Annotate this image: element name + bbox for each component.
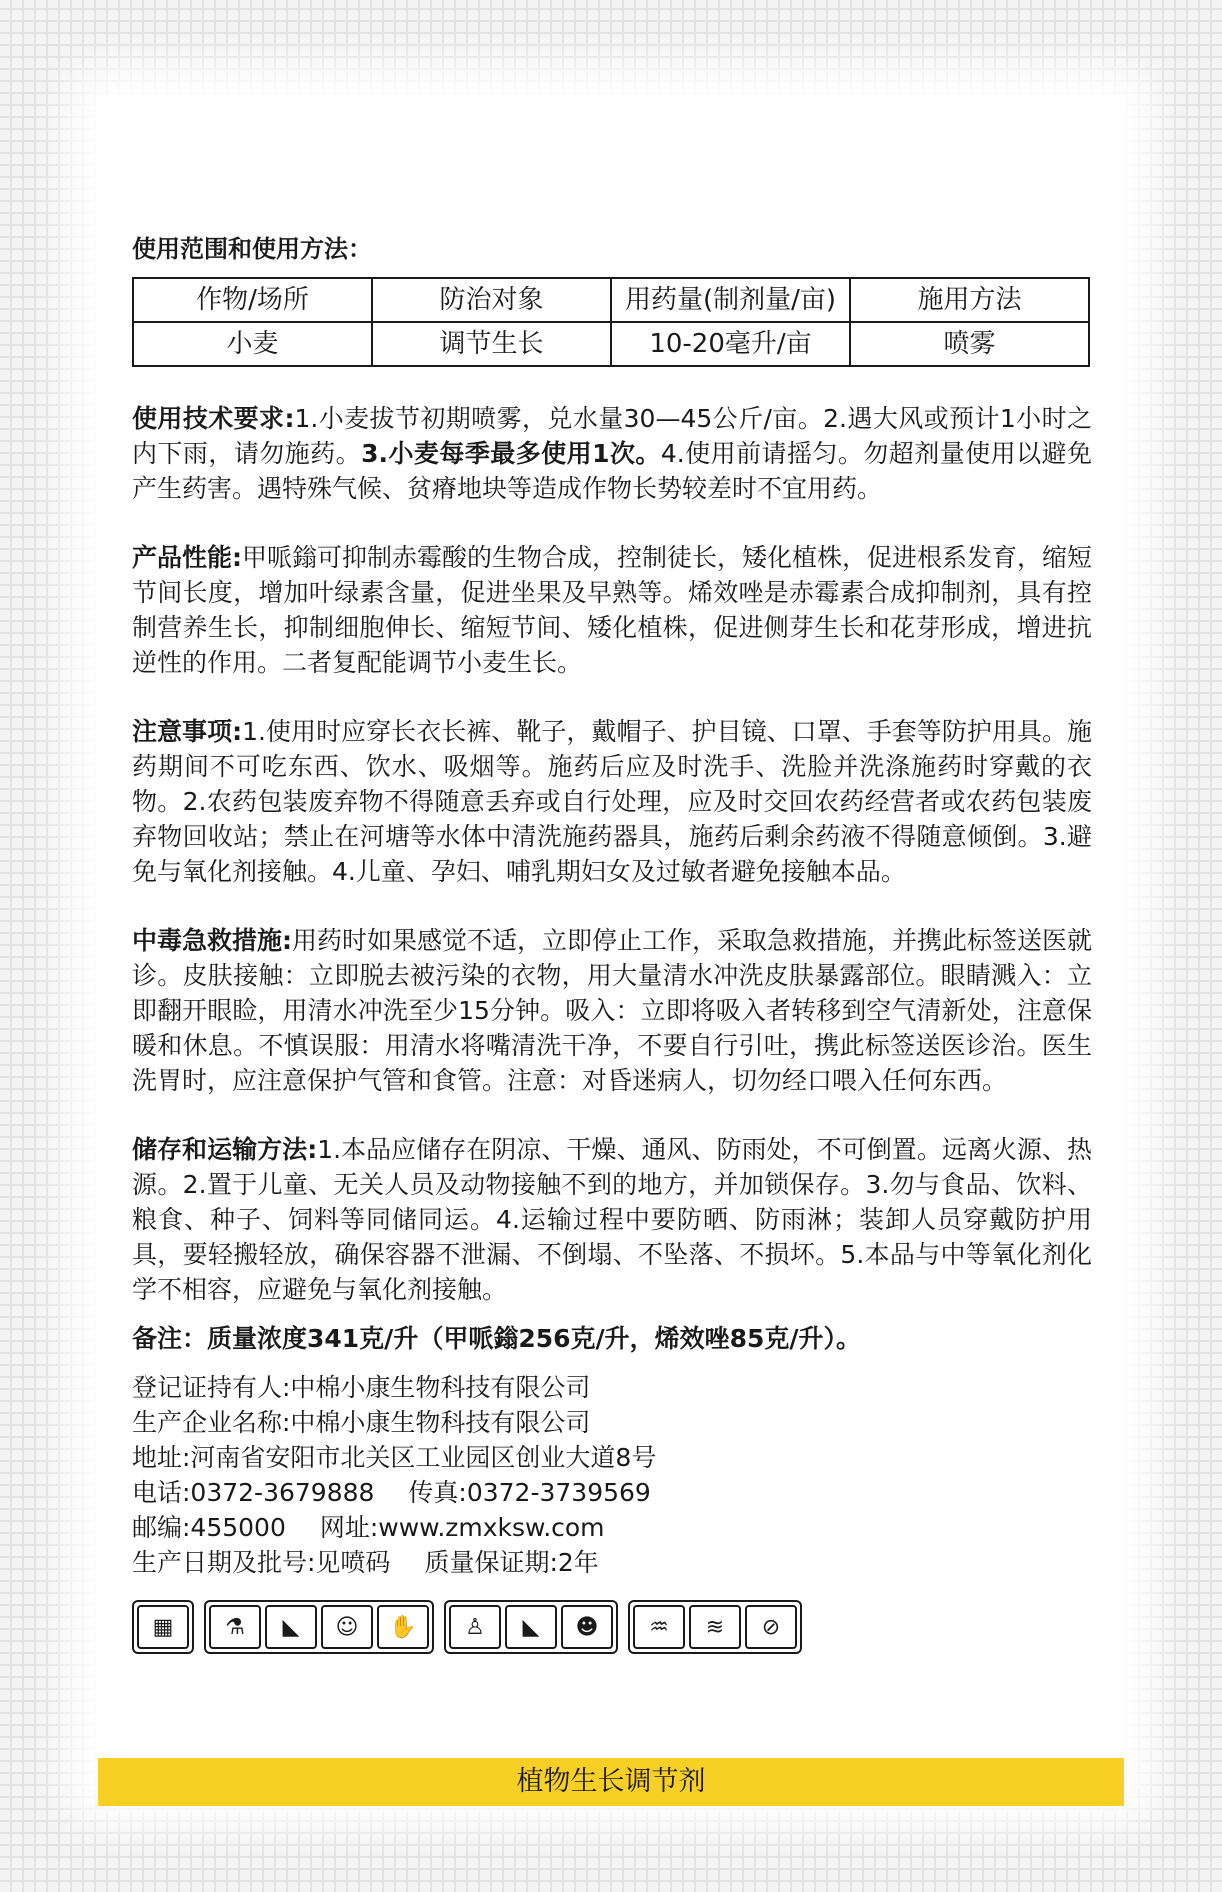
spraying-person-icon: ♙	[449, 1605, 501, 1649]
cell-crop: 小麦	[133, 322, 372, 366]
storage-transport	[132, 1132, 1092, 1307]
tech-text-bold: 3.小麦每季最多使用1次。	[361, 439, 661, 468]
category-banner: 植物生长调节剂	[98, 1758, 1124, 1806]
wear-boots-icon: ◣	[265, 1605, 317, 1649]
performance-text: 甲哌鎓可抑制赤霉酸的生物合成，控制徒长，矮化植株，促进根系发育，缩短节间长度，增加叶绿素含量，促进坐果及早熟等。烯效唑是赤霉素合成抑制剂，具有控制营养生长，抑制细胞伸长、缩短节间、矮化植株，促进侧芽生长和花芽形成，增进抗逆性的作用。二者复配能调节小麦生长。	[132, 543, 1093, 677]
pictogram-group-application	[444, 1600, 618, 1654]
batch: 生产日期及批号:见喷码	[132, 1548, 391, 1577]
batch-row	[132, 1545, 1092, 1580]
header-target: 防治对象	[372, 278, 611, 322]
address: 地址:河南省安阳市北关区工业园区创业大道8号	[132, 1443, 657, 1472]
pictogram-group-handling	[204, 1600, 434, 1654]
wash-after-use-icon: ♒	[633, 1605, 685, 1649]
firstaid-text: 用药时如果感觉不适，立即停止工作，采取急救措施，并携此标签送医就诊。皮肤接触：立即脱去被污染的衣物，用大量清水冲洗皮肤暴露部位。眼睛溅入：立即翻开眼睑，用清水冲洗至少15分钟。吸入：立即将吸入者转移到空气清新处，注意保暖和休息。不慎误服：用清水将嘴清洗干净，不要自行引吐，携此标签送医诊治。医生洗胃时，应注意保护气管和食管。注意：对昏迷病人，切勿经口喂入任何东西。	[132, 926, 1093, 1095]
cell-target: 调节生长	[372, 322, 611, 366]
header-dosage: 用药量(制剂量/亩)	[611, 278, 850, 322]
locked-storage-icon: ▦	[137, 1605, 189, 1649]
storage-label: 储存和运输方法:	[132, 1135, 318, 1164]
pictogram-group-storage	[132, 1600, 194, 1654]
company-info	[132, 1370, 1092, 1580]
tech-text-2: 4.使用前请摇匀。勿超剂量使用以避免产生药害。遇特殊气候、贫瘠地块等造成作物长势较差时不宜用药。	[132, 439, 1092, 503]
wear-goggles-mask-icon: ☻	[561, 1605, 613, 1649]
pour-liquid-icon: ⚗	[209, 1605, 261, 1649]
tech-requirements	[132, 401, 1092, 506]
phone: 电话:0372-3679888	[132, 1478, 375, 1507]
header-method: 施用方法	[850, 278, 1089, 322]
usage-table	[132, 277, 1090, 367]
wear-boots-icon: ◣	[505, 1605, 557, 1649]
registration-holder: 登记证持有人:中棉小康生物科技有限公司	[132, 1373, 591, 1402]
product-performance	[132, 540, 1092, 680]
label-content	[132, 232, 1092, 1654]
tech-text-1: 1.小麦拔节初期喷雾，兑水量30—45公斤/亩。2.遇大风或预计1小时之内下雨，请勿施药。	[132, 404, 1092, 468]
pictogram-group-after-use	[628, 1600, 802, 1654]
cell-dosage: 10-20毫升/亩	[611, 322, 850, 366]
caution-text: 1.使用时应穿长衣长裤、靴子，戴帽子、护目镜、口罩、手套等防护用具。施药期间不可吃东西、饮水、吸烟等。施药后应及时洗手、洗脸并洗涤施药时穿戴的衣物。2.农药包装废弃物不得随意丢弃或自行处理，应及时交回农药经营者或农药包装废弃物回收站；禁止在河塘等水体中清洗施药器具，施药后剩余药液不得随意倾倒。3.避免与氧化剂接触。4.儿童、孕妇、哺乳期妇女及过敏者避免接触本品。	[132, 717, 1092, 886]
usage-table-header	[133, 278, 1089, 322]
fax: 传真:0372-3739569	[408, 1478, 651, 1507]
wear-mask-icon: ☺	[321, 1605, 373, 1649]
performance-label: 产品性能:	[132, 543, 242, 572]
first-aid	[132, 923, 1092, 1098]
harmful-to-livestock-icon: ⊘	[745, 1605, 797, 1649]
harmful-to-fish-icon: ≋	[689, 1605, 741, 1649]
storage-text: 1.本品应储存在阴凉、干燥、通风、防雨处，不可倒置。远离火源、热源。2.置于儿童、无关人员及动物接触不到的地方，并加锁保存。3.勿与食品、饮料、粮食、种子、饲料等同储同运。4.运输过程中要防晒、防雨淋；装卸人员穿戴防护用具，要轻搬轻放，确保容器不泄漏、不倒塌、不坠落、不损坏。5.本品与中等氧化剂化学不相容，应避免与氧化剂接触。	[132, 1135, 1092, 1304]
header-crop: 作物/场所	[133, 278, 372, 322]
usage-table-row	[133, 322, 1089, 366]
wear-gloves-icon: ✋	[377, 1605, 429, 1649]
precautions	[132, 714, 1092, 889]
manufacturer: 生产企业名称:中棉小康生物科技有限公司	[132, 1408, 591, 1437]
tech-label: 使用技术要求:	[132, 404, 295, 433]
cell-method: 喷雾	[850, 322, 1089, 366]
postcode: 邮编:455000	[132, 1513, 286, 1542]
contact-row	[132, 1475, 1092, 1510]
safety-pictograms	[132, 1600, 1092, 1654]
firstaid-label: 中毒急救措施:	[132, 926, 292, 955]
shelf-life: 质量保证期:2年	[424, 1548, 599, 1577]
caution-label: 注意事项:	[132, 717, 243, 746]
website: 网址:www.zmxksw.com	[319, 1513, 605, 1542]
usage-title: 使用范围和使用方法：	[132, 235, 372, 263]
remarks: 备注：质量浓度341克/升（甲哌鎓256克/升，烯效唑85克/升）。	[132, 1324, 862, 1353]
postal-row	[132, 1510, 1092, 1545]
